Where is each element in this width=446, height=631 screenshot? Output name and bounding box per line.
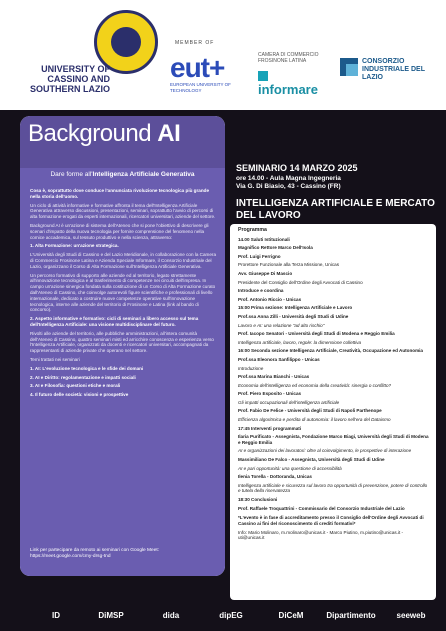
footer-logo: ID <box>52 610 60 620</box>
seminar-title: INTELLIGENZA ARTIFICIALE E MERCATO DEL LAVORO <box>236 198 435 221</box>
footer-logo: DiCeM <box>278 610 304 620</box>
consorzio-name: CONSORZIO INDUSTRIALE DEL LAZIO <box>362 58 425 81</box>
program-item: 18:30 Conclusioni <box>238 497 278 502</box>
program-item: Efficienza algoritmica e perdita di autonomia: il lavoro nell'era del Dataismo <box>238 417 391 423</box>
footer-logo: dida <box>162 610 180 620</box>
background-ai-paragraph: 2. AI e Diritto: regolamentazione e impatti sociali <box>30 374 136 380</box>
program-item: AI e organizzazioni dei lavoratori: oltre al coinvolgimento, le prospettive di interazione <box>238 448 412 454</box>
background-ai-paragraph: Rivolti alle aziende del territorio, alle pubbliche amministrazioni, all'intera comunità dell'Ateneo di Cassino, quattro seminari misti ed arricchire conoscenza e esperienza verso l'Intelligenza Artificiale, organizzati da docenti e ricercatori universitari, accompagnati da rappresentanti di aziende private che operano nel settore. <box>30 330 214 354</box>
background-ai-paragraph: L'Università degli Studi di Cassino e del Lazio Meridionale, in collaborazione con la Camera di Commercio Frosinone Latina e Azienda Speciale Informare, il Consorzio Industriale del Lazio, organizzano il Corso di Alta Formazione sull'Intelligenza Artificiale Generativa. <box>30 252 217 269</box>
background-ai-paragraph: Temi trattati nei seminari <box>30 356 80 362</box>
program-card <box>230 224 436 600</box>
program-item: Gli impatti occupazionali dell'intelligenza artificiale <box>238 399 340 405</box>
program-item: 15:00 Prima sezione: Intelligenza Artificiale e Lavoro <box>238 305 353 311</box>
program-item: Avv. Giuseppe Di Mascio <box>238 270 293 276</box>
program-item: Prof. Iacopo Senatori - Università degli Studi di Modena e Reggio Emilia <box>238 331 395 337</box>
seminar-address: Via G. Di Biasio, 43 - Cassino (FR) <box>236 183 341 190</box>
background-ai-card <box>20 116 225 576</box>
program-item: AI e pari opportunità: una questione di accessibilità <box>238 465 342 471</box>
background-ai-paragraph: 2. Aspetto informative e formativo: cicli di seminari a libero accesso sul tema dell'Intelligenza Artificiale: una visione multidisciplinare del futuro. <box>30 316 199 327</box>
footer-logo: DiMSP <box>98 610 124 620</box>
program-item: Introduzione <box>238 365 264 371</box>
background-ai-body <box>20 182 225 576</box>
program-item: Prof. Antonio Riccio - Unicas <box>238 296 302 302</box>
eut-logo <box>170 52 240 94</box>
background-ai-subtitle: Dare forme all'Intelligenza Artificiale Generativa <box>20 168 225 182</box>
program-item: Massimiliano De Falco - Assegnista, Università degli Studi di Udine <box>238 457 385 463</box>
meet-link[interactable]: Link per partecipare da remoto ai seminari con Google Meet: https://meet.google.com/cmy-drsg-tnd <box>30 548 160 559</box>
background-ai-paragraph: 3. AI e Filosofia: questioni etiche e morali <box>30 383 121 389</box>
program-item: Economia dell'intelligenza ed economia della creatività: sinergia o conflitto? <box>238 382 392 388</box>
camera-commercio-text: CAMERA DI COMMERCIO FROSINONE LATINA <box>258 52 319 64</box>
program-item: Prof. Luigi Ferrigno <box>238 253 281 259</box>
program-info: Info: Mario Molinaro, m.molinaro@unicas.it - Marco Piutino, m.piutino@unicas.it - uti@unicas.it <box>238 530 404 541</box>
eut-sub: EUROPEAN UNIVERSITY OF TECHNOLOGY <box>170 82 231 93</box>
background-ai-text <box>30 188 216 401</box>
program-item: Lavoro e AI: una relazione "ad alto rischio" <box>238 322 325 328</box>
footer-logo: seeweb <box>396 610 426 620</box>
program-item: Prof. Fabio De Felice - Università degli Studi di Napoli Parthenope <box>238 408 382 414</box>
footer-logos <box>0 600 446 631</box>
unicas-logo <box>10 8 160 108</box>
seminar-place <box>236 175 436 191</box>
program-item: Magnifico Rettore Marco Dell'Isola <box>238 245 313 251</box>
background-ai-paragraph: 1. AI: L'evoluzione tecnologica e le sfide dei domani <box>30 365 144 371</box>
footer-logo: dipEG <box>219 610 243 620</box>
program-footnote: *L'evento è in fase di accreditamento presso il Consiglio dell'Ordine degli Avvocati di Cassino ai fini del riconoscimento di crediti formativi* <box>238 515 424 526</box>
consorzio-square2-icon <box>346 64 358 76</box>
program-item: Programma <box>238 227 267 233</box>
header <box>0 0 446 110</box>
background-ai-paragraph: 1. Alta Formazione: un'azione strategica. <box>30 243 119 249</box>
program-item: Prof.ssa Marina Bianchi - Unicas <box>238 374 310 380</box>
background-ai-paragraph: 4. Il futuro delle società: visioni e prospettive <box>30 392 129 398</box>
program-item: Intelligenza artificiale e sicurezza sul lavoro tra opportunità di prevenzione, potere di controllo e tutela della riservatezza <box>238 482 428 494</box>
program-item: Presidente del Consiglio dell'Ordine degli Avvocati di Cassino <box>238 279 363 285</box>
informare-chip-icon <box>258 71 268 81</box>
seminar-time-room: ore 14.00 - Aula Magna Ingegneria <box>236 175 341 182</box>
background-ai-paragraph: Background AI è un'azione di sistema dell'Ateneo che si pone l'obiettivo di descrivere gli scenari d'impatto della nuova tecnologia per fornire comprensione del fenomeno nella comice accademica, sul tessuto produttivo e nella scienza, attraverso: <box>30 222 209 240</box>
program-item: Prof. Raffaele Troquattrini - Commissario del Consorzio Industriale del Lazio <box>238 505 405 511</box>
background-ai-paragraph: Un percorso formativo di supporto alle aziende ed al territorio, legato strettamente all'innovazione tecnologica e al trasferimento di competenze nei circuiti dell'impresa. In campo un'azione sinergica fondata sulla costituzione di un Corso di Alta Formazione curato dall'Ateneo di Cassino, che coinvolge autorevoli figure scientifiche e professionali di livello internazionale, dedicato a costruire nuove competenze operative sull'innovazione tecnologica, interne alle aziende del territorio di Frosinone e Latina (link al bando di concorso). <box>30 272 216 313</box>
main-panel <box>0 110 446 631</box>
program-item: Introduce e coordina <box>238 288 284 294</box>
background-ai-paragraph: Cosa è, soprattutto dove conduce l'annunciata rivoluzione tecnologica più grande nella storia dell'uomo. <box>30 188 209 199</box>
informare-logo <box>258 67 328 97</box>
eut-mark: eut+ <box>170 52 225 83</box>
program-item: Prof.ssa Anna Zilli - Università degli Studi di Udine <box>238 313 349 319</box>
program-item: Prorettore Funzionale alla Terza Missione, Unicas <box>238 262 340 268</box>
camera-commercio-logo <box>258 52 328 97</box>
university-name: UNIVERSITY OF CASSINO AND SOUTHERN LAZIO <box>30 64 110 94</box>
program-item: Prof. Piero Esposito - Unicas <box>238 391 302 397</box>
seminar-date: SEMINARIO 14 MARZO 2025 <box>236 163 358 173</box>
program-item: 16:00 Seconda sezione Intelligenza Artificiale, Creatività, Occupazione ed Autonomia <box>238 348 423 354</box>
program-item: Intelligenza artificiale, lavoro, regole: la dimensione collettiva <box>238 339 362 345</box>
member-of-label: MEMBER OF <box>175 40 215 46</box>
program-list <box>238 228 430 541</box>
program-item: 17:45 Interventi programmati <box>238 425 302 431</box>
background-ai-title: Background AI <box>28 120 181 147</box>
footer-logo: Dipartimento <box>326 610 376 620</box>
informare-text: informare <box>258 82 318 97</box>
program-item: Ilaria Purificato - Assegnista, Fondazione Marco Biagi, Università degli Studi di Modena e Reggio Emilia <box>238 434 429 445</box>
background-ai-paragraph: Un ciclo di attività informative e formative affronta il tema dell'Intelligenza Artificiale Generativa attraverso discussioni, presentazioni, seminari, soprattutto l'avvio di percorsi di alta formazione erogati da esperti internazionali, ricercatori universitari, aziende del settore. <box>30 202 216 220</box>
title-band <box>20 116 225 168</box>
program-item: Ilenia Torella - Dottoranda, Unicas <box>238 474 312 480</box>
program-item: 14.00 Saluti Istituzionali <box>238 236 290 242</box>
program-item: Prof.ssa Eleonora Sanfilippo - Unicas <box>238 356 320 362</box>
